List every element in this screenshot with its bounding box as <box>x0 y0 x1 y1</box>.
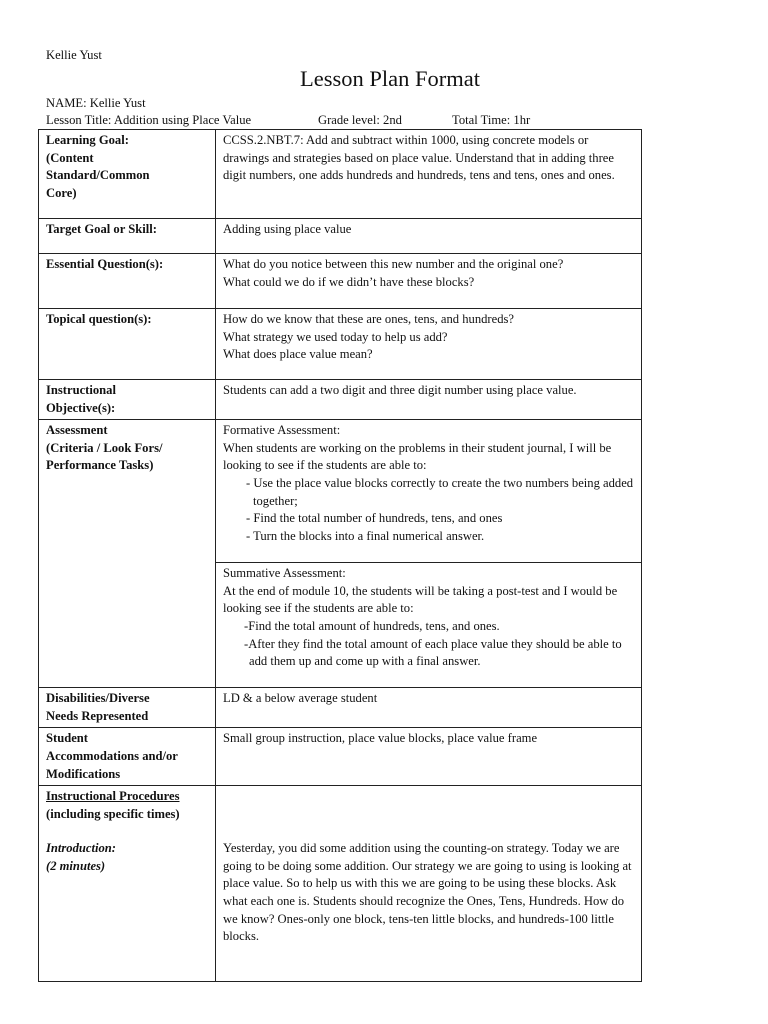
row-target-goal <box>39 219 642 254</box>
grade-level: Grade level: 2nd <box>318 113 402 127</box>
row-instructional-objectives <box>39 380 642 420</box>
label-line: Student <box>46 731 88 746</box>
lesson-meta-line <box>46 112 530 130</box>
spacer <box>46 823 209 840</box>
introduction-label: Introduction: <box>46 841 116 856</box>
row-learning-goal <box>39 130 642 219</box>
target-goal-value: Adding using place value <box>216 219 642 254</box>
row-accommodations <box>39 728 642 786</box>
label-line: Modifications <box>46 766 121 781</box>
formative-heading: Formative Assessment: <box>223 423 341 438</box>
formative-intro: When students are working on the problems in their student journal, I will be looking to see if the students are able to: <box>223 440 612 473</box>
question-line: What does place value mean? <box>223 347 373 362</box>
list-item: - Turn the blocks into a final numerical answer. <box>239 528 635 546</box>
row-topical-questions <box>39 309 642 380</box>
label-line: Standard/Common <box>46 168 150 183</box>
spacer <box>223 788 635 840</box>
label-line: Assessment <box>46 423 108 438</box>
essential-questions-label: Essential Question(s): <box>39 254 216 309</box>
row-disabilities <box>39 688 642 728</box>
list-item: - Find the total amount of hundreds, tens, and ones. <box>241 618 635 636</box>
name-line: NAME: Kellie Yust <box>46 96 146 110</box>
assessment-label <box>39 420 216 688</box>
label-line: (Content <box>46 150 94 165</box>
introduction-time: (2 minutes) <box>46 858 106 873</box>
formative-assessment-value <box>216 420 642 563</box>
label-line: Performance Tasks) <box>46 458 154 473</box>
lesson-title: Lesson Title: Addition using Place Value <box>46 113 252 127</box>
learning-goal-label <box>39 130 216 219</box>
lesson-plan-table <box>38 129 642 982</box>
label-line: Core) <box>46 185 77 200</box>
question-line: What do you notice between this new number and the original one? <box>223 257 564 271</box>
list-item: - After they find the total amount of each place value they should be able to add them up and come up with a final answer. <box>241 636 635 671</box>
instructional-objectives-value: Students can add a two digit and three digit number using place value. <box>216 380 642 420</box>
accommodations-value: Small group instruction, place value blocks, place value frame <box>216 728 642 786</box>
essential-questions-value <box>216 254 642 309</box>
question-line: How do we know that these are ones, tens, and hundreds? <box>223 312 514 326</box>
label-line: Instructional <box>46 383 116 397</box>
procedures-subheading: (including specific times) <box>46 806 180 821</box>
procedures-value <box>216 786 642 982</box>
row-essential-questions <box>39 254 642 309</box>
summative-assessment-value <box>216 563 642 688</box>
procedures-heading: Instructional Procedures <box>46 789 180 804</box>
label-line: Objective(s): <box>46 400 116 415</box>
learning-goal-value: CCSS.2.NBT.7: Add and subtract within 1000, using concrete models or drawings and strategies based on place value. Understand that in adding three digit numbers, one adds hundreds and hundreds, tens and tens, ones and ones. <box>216 130 642 219</box>
document-title: Lesson Plan Format <box>300 66 480 91</box>
author-name: Kellie Yust <box>46 48 102 62</box>
topical-questions-label: Topical question(s): <box>39 309 216 380</box>
label-line: Needs Represented <box>46 708 149 723</box>
target-goal-label: Target Goal or Skill: <box>39 219 216 254</box>
row-assessment-formative <box>39 420 642 563</box>
row-instructional-procedures <box>39 786 642 982</box>
summative-criteria-list <box>223 618 635 671</box>
question-line: What strategy we used today to help us add? <box>223 329 448 344</box>
formative-criteria-list <box>223 475 635 545</box>
disabilities-value: LD & a below average student <box>216 688 642 728</box>
label-line: Accommodations and/or <box>46 748 178 763</box>
list-item: - Use the place value blocks correctly to create the two numbers being added together; <box>239 475 635 510</box>
topical-questions-value <box>216 309 642 380</box>
summative-heading: Summative Assessment: <box>223 566 346 581</box>
list-item: - Find the total number of hundreds, tens, and ones <box>239 510 635 528</box>
total-time: Total Time: 1hr <box>452 113 531 127</box>
introduction-text: Yesterday, you did some addition using the counting-on strategy. Today we are going to be doing some addition. Our strategy we are going to using is looking at place value. So to help us with this we are going to be using these blocks. Ask what each one is. Students should recognize the Ones, Tens, Hundreds. How do we know? Ones-only one block, tens-ten little blocks, and hundreds-100 little blocks. <box>223 841 632 944</box>
question-line: What could we do if we didn’t have these blocks? <box>223 274 475 289</box>
label-line: (Criteria / Look Fors/ <box>46 440 163 455</box>
disabilities-label <box>39 688 216 728</box>
procedures-label <box>39 786 216 982</box>
summative-intro: At the end of module 10, the students will be taking a post-test and I would be looking see if the students are able to: <box>223 583 618 616</box>
instructional-objectives-label <box>39 380 216 420</box>
accommodations-label <box>39 728 216 786</box>
label-line: Learning Goal: <box>46 133 129 147</box>
label-line: Disabilities/Diverse <box>46 691 150 706</box>
